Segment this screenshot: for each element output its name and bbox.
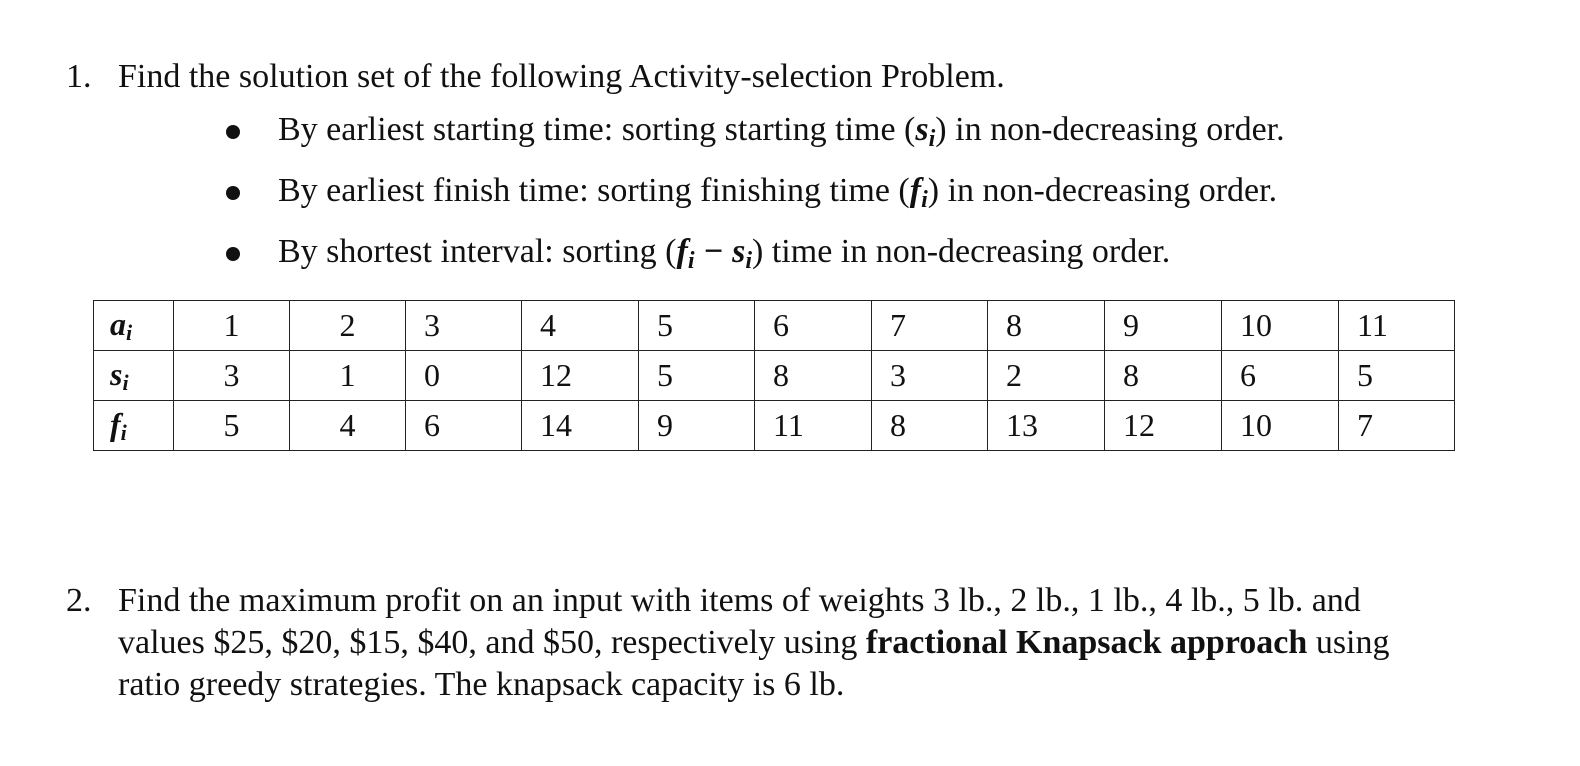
math-expression: $f_i - s_i$ <box>676 233 753 274</box>
question-1 <box>66 56 1526 287</box>
question-2 <box>66 580 1536 706</box>
table-cell: 11 <box>1339 301 1455 351</box>
table-cell: 4 <box>290 401 406 451</box>
table-cell: 3 <box>872 351 988 401</box>
table-cell: 5 <box>174 401 290 451</box>
table-cell: 10 <box>1222 301 1339 351</box>
table-cell: 2 <box>988 351 1105 401</box>
question-2-number: 2. <box>66 582 92 619</box>
question-2-text: Find the maximum profit on an input with items of weights 3 lb., 2 lb., 1 lb., 4 lb., 5 lb. and <box>118 582 1361 619</box>
table-cell: 6 <box>755 301 872 351</box>
emphasis-text: fractional Knapsack approach <box>865 624 1308 661</box>
table-cell: 7 <box>872 301 988 351</box>
strategy-text: By earliest finish time: sorting finishing time ( <box>278 172 910 209</box>
table-row-finish-time <box>94 401 1455 451</box>
strategy-list <box>66 104 1526 287</box>
table-cell: 9 <box>639 401 755 451</box>
strategy-text: ) in non-decreasing order. <box>927 172 1278 209</box>
table-row-start-time <box>94 351 1455 401</box>
table-cell: 1 <box>290 351 406 401</box>
table-cell: 6 <box>1222 351 1339 401</box>
table-cell: 8 <box>872 401 988 451</box>
row-header-s: $s_i$ <box>94 351 174 401</box>
question-2-line-3: ratio greedy strategies. The knapsack capacity is 6 lb. <box>118 666 845 703</box>
bullet-icon <box>226 186 240 200</box>
table-cell: 1 <box>174 301 290 351</box>
strategy-item-shortest-interval <box>226 226 1526 287</box>
question-1-number: 1. <box>66 58 92 95</box>
bullet-icon <box>226 125 240 139</box>
math-symbol: $f_i$ <box>909 172 928 213</box>
question-2-line-2: values $25, $20, $15, $40, and $50, respectively using fractional Knapsack approach using <box>118 624 1390 661</box>
strategy-text: ) time in non-decreasing order. <box>752 233 1171 270</box>
row-header-a: $a_i$ <box>94 301 174 351</box>
table-cell: 11 <box>755 401 872 451</box>
strategy-item-earliest-start <box>226 104 1526 165</box>
table-cell: 4 <box>522 301 639 351</box>
table-cell: 14 <box>522 401 639 451</box>
question-2-line-1 <box>66 580 1536 622</box>
table-cell: 8 <box>1105 351 1222 401</box>
table-cell: 6 <box>406 401 522 451</box>
table-cell: 13 <box>988 401 1105 451</box>
question-1-heading <box>66 56 1526 98</box>
table-cell: 9 <box>1105 301 1222 351</box>
table-cell: 7 <box>1339 401 1455 451</box>
table-cell: 5 <box>639 351 755 401</box>
table-cell: 10 <box>1222 401 1339 451</box>
bullet-icon <box>226 247 240 261</box>
table-cell: 5 <box>639 301 755 351</box>
table-cell: 5 <box>1339 351 1455 401</box>
table-cell: 8 <box>988 301 1105 351</box>
table-row-activity <box>94 301 1455 351</box>
table-cell: 12 <box>522 351 639 401</box>
math-symbol: $s_i$ <box>915 111 936 152</box>
table-cell: 12 <box>1105 401 1222 451</box>
strategy-text: By shortest interval: sorting ( <box>278 233 677 270</box>
strategy-item-earliest-finish <box>226 165 1526 226</box>
table-cell: 2 <box>290 301 406 351</box>
row-header-f: $f_i$ <box>94 401 174 451</box>
strategy-text: ) in non-decreasing order. <box>935 111 1285 148</box>
strategy-text: By earliest starting time: sorting starting time ( <box>278 111 916 148</box>
activity-table <box>93 300 1455 451</box>
table-cell: 3 <box>406 301 522 351</box>
table-cell: 0 <box>406 351 522 401</box>
question-1-text: Find the solution set of the following Activity-selection Problem. <box>118 58 1005 95</box>
table-cell: 8 <box>755 351 872 401</box>
table-cell: 3 <box>174 351 290 401</box>
